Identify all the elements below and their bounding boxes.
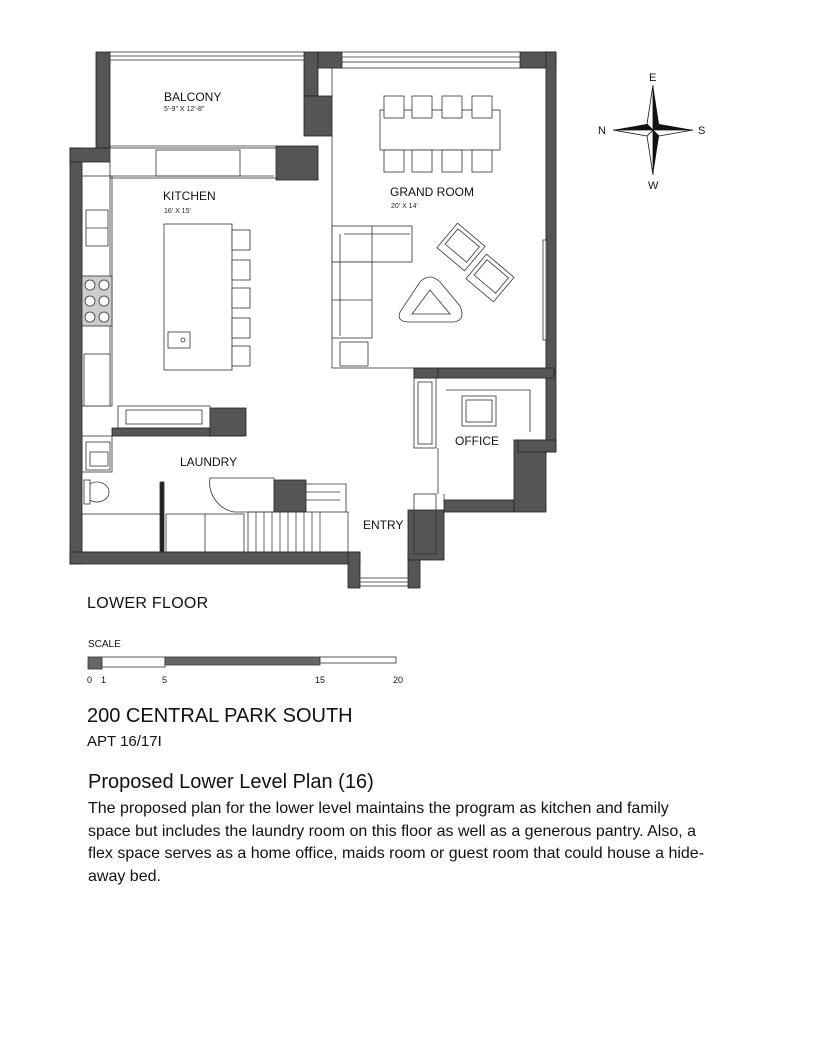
compass-s-label: S bbox=[698, 125, 706, 137]
compass-n-label: N bbox=[598, 125, 606, 137]
floor-label: LOWER FLOOR bbox=[87, 595, 209, 612]
room-kitchen-name: KITCHEN bbox=[163, 189, 216, 203]
kitchen-appliances bbox=[82, 210, 112, 406]
dining-table bbox=[380, 96, 500, 172]
plan-title: Proposed Lower Level Plan (16) bbox=[88, 771, 374, 793]
scale-tick-15: 15 bbox=[315, 675, 326, 685]
room-balcony-dims: 5'-9" X 12'-8" bbox=[164, 106, 205, 113]
scale-bar bbox=[87, 639, 403, 685]
room-entry-name: ENTRY bbox=[363, 518, 404, 532]
room-grand-room-name: GRAND ROOM bbox=[390, 185, 474, 199]
scale-tick-1: 1 bbox=[101, 675, 107, 685]
compass-e-label: E bbox=[649, 72, 657, 84]
sofa bbox=[332, 226, 412, 366]
room-balcony-name: BALCONY bbox=[164, 90, 222, 104]
plan-description: The proposed plan for the lower level maintains the program as kitchen and family space but includes the laundry room on this floor as well as a generous pantry. Also, a flex space serves as a home office, maids room or guest room that could house a hide-away bed. bbox=[88, 800, 705, 885]
room-laundry-name: LAUNDRY bbox=[180, 455, 238, 469]
scale-tick-5: 5 bbox=[162, 675, 168, 685]
compass-w-label: W bbox=[648, 180, 659, 192]
compass-rose-icon bbox=[598, 72, 705, 192]
room-grand-room-dims: 20' X 14' bbox=[391, 203, 418, 210]
apartment-number: APT 16/17I bbox=[87, 733, 162, 750]
address-title: 200 CENTRAL PARK SOUTH bbox=[87, 705, 353, 727]
office-chair bbox=[462, 396, 496, 426]
bath-fixtures bbox=[84, 442, 164, 552]
lounge-chairs bbox=[399, 223, 514, 322]
kitchen-island bbox=[164, 224, 250, 370]
scale-tick-0: 0 bbox=[87, 675, 93, 685]
room-office-name: OFFICE bbox=[455, 434, 499, 448]
scale-title: SCALE bbox=[88, 639, 121, 650]
scale-tick-20: 20 bbox=[393, 675, 404, 685]
room-kitchen-dims: 16' X 15' bbox=[164, 208, 191, 215]
